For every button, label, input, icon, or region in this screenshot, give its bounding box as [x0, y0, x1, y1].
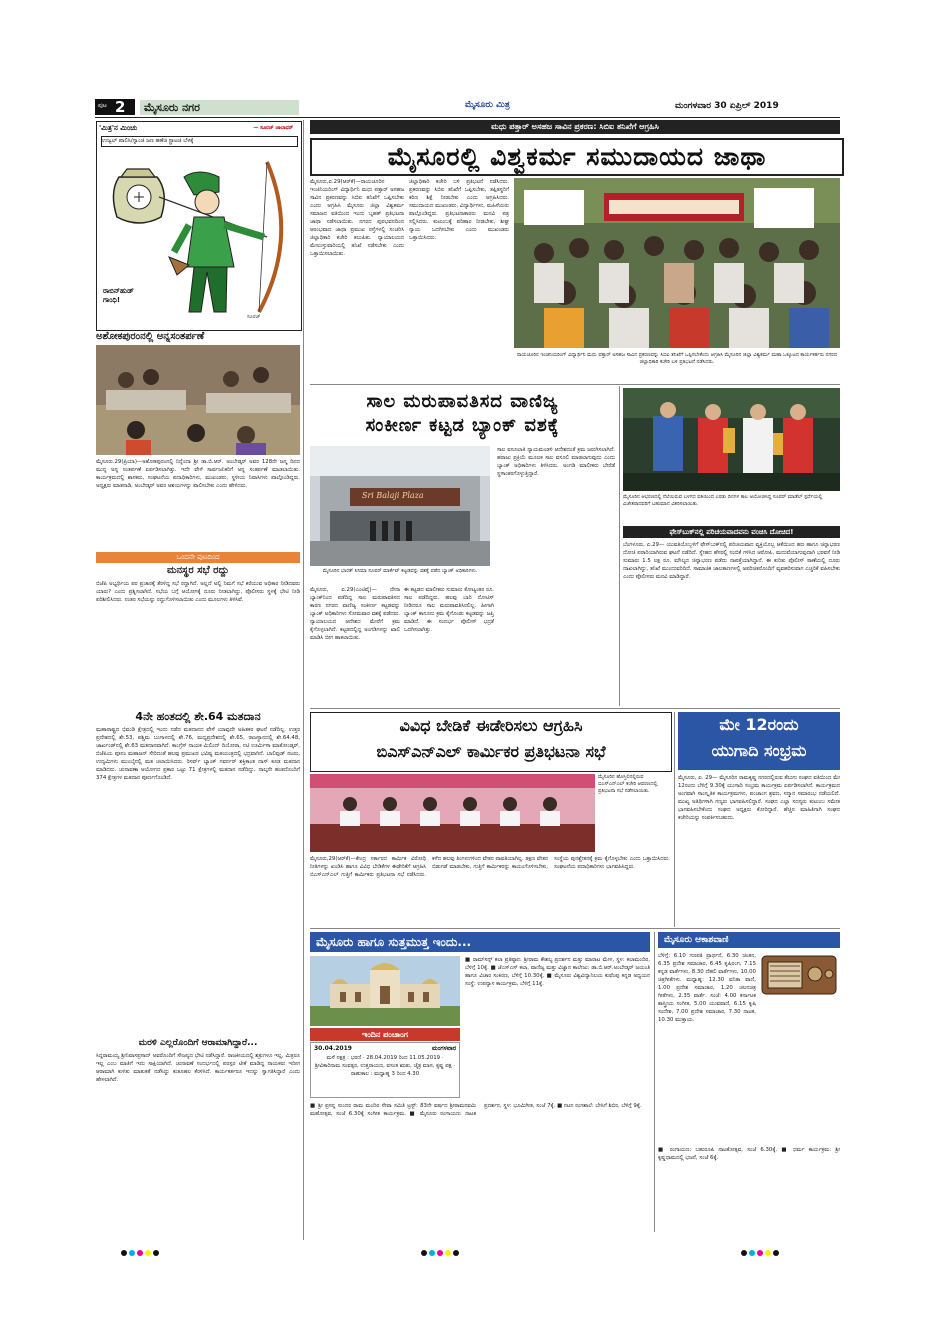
fashion-photo [623, 388, 840, 491]
ugadi-headline-line1: ಮೇ 12ರಂದು [719, 715, 799, 734]
bsnl-headline [310, 712, 672, 772]
bank-photo-signboard: Sri Balaji Plaza [362, 491, 424, 500]
section-title: ಮೈಸೂರು ನಗರ [140, 100, 299, 115]
bank-body1: ಮೈಸೂರು, ಏ.29(ಎಂಟಿವೈ)— ದೇನಾ ಬ್ಯಾಂಕ್‌ನಿಂದ ಪಡೆದಿದ್ದ ಸಾಲ ಮರುಪಾವತಿಸದ ಕಾರಣ ನಗರದ ವಾಣಿಜ್ಯ ಸಂಕೀರ್ಣ ಕಟ್ಟಡವನ್ನು ಬ್ಯಾಂಕ್ ಅಧಿಕಾರಿಗಳು ಸೋಮವಾರ ವಶಕ್ಕೆ ಪಡೆದರು. ನ್ಯಾಯಾಲಯದ ಆದೇಶದ ಮೇರೆಗೆ ಕ್ರಮ ಕೈಗೊಳ್ಳಲಾಗಿದೆ. ಕಟ್ಟಡದಲ್ಲಿದ್ದ ಅಂಗಡಿಗಳನ್ನು ಖಾಲಿ ಮಾಡಿಸಿ ಬೀಗ ಹಾಕಲಾಯಿತು. [310, 587, 400, 641]
registration-marks-center [740, 1241, 780, 1260]
ugadi-body: ಮೈಸೂರು, ಏ. 29— ಮೈಸೂರಿನ ರಾಮಕೃಷ್ಣ ನಗರದಲ್ಲಿರುವ ತೆಲುಗು ಸಂಘದ ವತಿಯಿಂದ ಮೇ 12ರಂದು ಬೆಳಿಗ್ಗೆ 9.30ಕ್ಕೆ ಯುಗಾದಿ ಸಂಭ್ರಮ ಕಾರ್ಯಕ್ರಮ ಏರ್ಪಡಿಸಲಾಗಿದೆ. ಕಾರ್ಯಕ್ರಮದ ಅಂಗವಾಗಿ ಸಾಂಸ್ಕೃತಿಕ ಕಾರ್ಯಕ್ರಮಗಳು, ಪಂಚಾಂಗ ಶ್ರವಣ, ಸನ್ಮಾನ ಸಮಾರಂಭ ನಡೆಯಲಿದೆ. ಮುಖ್ಯ ಅತಿಥಿಗಳಾಗಿ ಗಣ್ಯರು ಭಾಗವಹಿಸಲಿದ್ದಾರೆ. ಸಂಘದ ಎಲ್ಲಾ ಸದಸ್ಯರು ಕುಟುಂಬ ಸಮೇತ ಭಾಗವಹಿಸಬೇಕೆಂದು ಸಂಘದ ಅಧ್ಯಕ್ಷರು ಕೋರಿದ್ದಾರೆ. ಹೆಚ್ಚಿನ ಮಾಹಿತಿಗಾಗಿ ಸಂಘದ ಕಚೇರಿಯನ್ನು ಸಂಪರ್ಕಿಸಬಹುದು. [678, 775, 840, 821]
events-col1: ■ ರಾಮ್‌ಸನ್ಸ್ ಕಲಾ ಪ್ರತಿಷ್ಠಾನ: ಶ್ರೀರಾಮ ಕೌಶಲ್ಯ ಪ್ರದರ್ಶನ ಮತ್ತು ಮಾರಾಟ ಮೇಳ, ಸ್ಥಳ: ಕಲಾಮಂದಿರ, ಬೆಳಿಗ್ಗೆ 10ಕ್ಕೆ. ■ ಜೆಎಸ್‌ಎಸ್ ಕಲಾ, ವಾಣಿಜ್ಯ ಮತ್ತು ವಿಜ್ಞಾನ ಕಾಲೇಜು: ಡಾ.ಬಿ.ಆರ್.ಅಂಬೇಡ್ಕರ್ ಜಯಂತಿ ಹಾಗೂ ವಿಚಾರ ಸಂಕಿರಣ, ಬೆಳಿಗ್ಗೆ 10.30ಕ್ಕೆ. ■ ಮೈಸೂರು ವಿಶ್ವವಿದ್ಯಾನಿಲಯ ಕುವೆಂಪು ಕನ್ನಡ ಅಧ್ಯಯನ ಸಂಸ್ಥೆ: ಉಪನ್ಯಾಸ ಕಾರ್ಯಕ್ರಮ, ಬೆಳಿಗ್ಗೆ 11ಕ್ಕೆ. [465, 957, 650, 987]
left-story2-headline: ಮನಸ್ಥರ ಸಭೆ ರದ್ದು [166, 565, 230, 576]
lead-body-col2: ಜಿಲ್ಲಾಧಿಕಾರಿ ಕಚೇರಿ ಬಳಿ ಪ್ರತಿಭಟನೆ ನಡೆಸಿದರು. ಪ್ರಕರಣವನ್ನು ಸಿಬಿಐ ತನಿಖೆಗೆ ಒಪ್ಪಿಸಬೇಕು, ತಪ್ಪಿತಸ್ಥರಿಗೆ ಕಠಿಣ ಶಿಕ್ಷೆ ನೀಡಬೇಕು ಎಂದು ಆಗ್ರಹಿಸಿದರು. ಸಮುದಾಯದ ಮುಖಂಡರು, ವಿದ್ಯಾರ್ಥಿಗಳು, ಮಹಿಳೆಯರು ಪಾಲ್ಗೊಂಡಿದ್ದರು. ಪ್ರತಿಭಟನಾಕಾರರು ಮನವಿ ಪತ್ರ ಸಲ್ಲಿಸಿದರು. ಕುಟುಂಬಕ್ಕೆ ಪರಿಹಾರ ನೀಡಬೇಕು, ಶೀಘ್ರ ನ್ಯಾಯ ಒದಗಿಸಬೇಕು ಎಂದು ಮುಖಂಡರು ಒತ್ತಾಯಿಸಿದರು. [409, 179, 509, 241]
panchanga-box [310, 1042, 460, 1098]
left-story2-tag: ಒಂದನೇ ಪುಟದಿಂದ [96, 552, 300, 563]
top-kicker: ಮಧು ಪತ್ತಾರ್ ಅಸಹಜ ಸಾವಿನ ಪ್ರಕರಣ: ಸಿಬಿಐ ತನಿಖೆಗೆ ಆಗ್ರಹಿಸಿ [310, 120, 840, 134]
bank-body3: ಸಾಲ ವಸೂಲಾತಿ ನ್ಯಾಯಮಂಡಳಿ ಆದೇಶದಂತೆ ಕ್ರಮ ಜರುಗಿಸಲಾಗಿದೆ. ಹರಾಜು ಪ್ರಕ್ರಿಯೆ ಮೂಲಕ ಸಾಲ ವಸೂಲಿ ಮಾಡಲಾಗುವುದು ಎಂದು ಬ್ಯಾಂಕ್ ಅಧಿಕಾರಿಗಳು ತಿಳಿಸಿದರು. ಅಂಗಡಿ ಮಾಲೀಕರು ಬೇರೆಡೆ ಸ್ಥಳಾಂತರಗೊಳ್ಳುತ್ತಿದ್ದಾರೆ. [497, 447, 615, 477]
paper-name: ಮೈಸೂರು ಮಿತ್ರ [465, 100, 510, 110]
bank-headline [310, 390, 615, 440]
left-story1-headline: ಅಶೋಕಪುರಂನಲ್ಲಿ ಅನ್ನಸಂತರ್ಪಣೆ [96, 331, 205, 342]
events-header: ಮೈಸೂರು ಹಾಗೂ ಸುತ್ತಮುತ್ತ ಇಂದು... [310, 932, 650, 952]
cartoon-panel [96, 121, 302, 331]
page-number-block [95, 99, 135, 115]
cartoon-title [99, 124, 297, 134]
bsnl-headline-line1: ವಿವಿಧ ಬೇಡಿಕೆ ಈಡೇರಿಸಲು ಆಗ್ರಹಿಸಿ [399, 716, 583, 735]
archer-figure [169, 172, 264, 312]
left-story2-body: ಬಿಜೆಪಿ ಅಭ್ಯರ್ಥಿಯ ಪರ ಪ್ರಚಾರಕ್ಕೆ ತೆರಳಿದ್ದ ಸಭೆ ರದ್ದಾಗಿದೆ. ಅಲ್ಲದೆ ಅಲ್ಲಿ ನಿಮಗೆ ಸಭೆ ಕರೆಯುವ ಅಧಿಕಾರ ನೀಡಿದವರು ಯಾರು? ಎಂದು ಪ್ರಶ್ನಿಸಲಾಗಿದೆ. ಸಭೆಯ ಬಗ್ಗೆ ಆಯೋಗಕ್ಕೆ ದೂರು ನೀಡಲಾಗಿದ್ದು, ಪೊಲೀಸರು ಸ್ಥಳಕ್ಕೆ ಭೇಟಿ ನೀಡಿ ಪರಿಶೀಲಿಸಿದರು. ನಂತರ ಸಭೆಯನ್ನು ರದ್ದುಗೊಳಿಸಲಾಯಿತು ಎಂದು ಮೂಲಗಳು ತಿಳಿಸಿವೆ. [96, 581, 300, 603]
page-word: ಪುಟ [98, 102, 107, 109]
panchanga-title: ಇಂದಿನ ಪಂಚಾಂಗ [310, 1028, 460, 1041]
bsnl-body: ಮೈಸೂರು,29(ಆರ್‌ಕೆ)—ಕೇಂದ್ರ ಸರ್ಕಾರದ ಕಾರ್ಮಿಕ ವಿರೋಧಿ ನೀತಿಗಳನ್ನು ಖಂಡಿಸಿ ಹಾಗೂ ವಿವಿಧ ಬೇಡಿಕೆಗಳ ಈಡೇರಿಕೆಗೆ ಆಗ್ರಹಿಸಿ ಬಿಎಸ್‌ಎನ್‌ಎಲ್ ಗುತ್ತಿಗೆ ಕಾರ್ಮಿಕರು ಪ್ರತಿಭಟನಾ ಸಭೆ ನಡೆಸಿದರು. ಕಳೆದ ಹಲವು ತಿಂಗಳುಗಳಿಂದ ವೇತನ ಪಾವತಿಯಾಗಿಲ್ಲ. ತಕ್ಷಣ ವೇತನ ಬಿಡುಗಡೆ ಮಾಡಬೇಕು, ಗುತ್ತಿಗೆ ಕಾರ್ಮಿಕರನ್ನು ಕಾಯಂಗೊಳಿಸಬೇಕು, ಸಂಸ್ಥೆಯ ಪುನಶ್ಚೇತನಕ್ಕೆ ಕ್ರಮ ಕೈಗೊಳ್ಳಬೇಕು ಎಂದು ಒತ್ತಾಯಿಸಿದರು. ಸಂಘಟನೆಯ ಪದಾಧಿಕಾರಿಗಳು ಭಾಗವಹಿಸಿದ್ದರು. [310, 856, 670, 878]
registration-marks-left [420, 1241, 460, 1260]
cartoon-label: ರಾಬಿನ್‌ಹುಡ್ ಗಾಂಧಿ! [103, 287, 134, 304]
ugadi-headline [678, 712, 840, 770]
lead-photo [514, 178, 840, 348]
bsnl-caption: ಮೈಸೂರಿನ ಹೊಸ್ತಿಲಿನಲ್ಲಿರುವ ಬಿಎಸ್‌ಎನ್‌ಎಲ್ ಕಚೇರಿ ಆವರಣದಲ್ಲಿ ಪ್ರತಿಭಟನಾ ಸಭೆ ನಡೆಸಲಾಯಿತು. [598, 774, 658, 794]
bsnl-headline-line2: ಬಿಎಸ್‌ಎನ್‌ಎಲ್ ಕಾರ್ಮಿಕರ ಪ್ರತಿಭಟನಾ ಸಭೆ [376, 742, 606, 761]
registration-marks-right [120, 1241, 160, 1260]
cartoon-strip: ಉಜ್ವಲ್ ಪಾಲಿಸಿ/ಗ್ಯಾಂಜಿ ಜಣ ಹಣೆಜಿ ಸ್ಟ್ರಾಟಜಿ ಬೆಳಕ್ಕೆ [101, 136, 298, 147]
bank-headline-line1: ಸಾಲ ಮರುಪಾವತಿಸದ ವಾಣಿಜ್ಯ [366, 391, 559, 412]
radio-extra: ■ ರಂಗಾಯಣ: ಬಹುರೂಪಿ ನಾಟಕೋತ್ಸವ, ಸಂಜೆ 6.30ಕ್ಕೆ. ■ ಧರ್ಮ ಕಾರ್ಯಕ್ರಮ: ಶ್ರೀ ಕೃಷ್ಣಧಾಮದಲ್ಲಿ ಭಜನೆ, ಸಂಜೆ 6ಕ್ಕೆ. [658, 1147, 840, 1161]
bank-headline-line2: ಸಂಕೀರ್ಣ ಕಟ್ಟಡ ಬ್ಯಾಂಕ್ ವಶಕ್ಕೆ [365, 415, 560, 436]
bank-photo [310, 446, 490, 566]
masthead [95, 97, 840, 117]
radio-header: ಮೈಸೂರು ಆಕಾಶವಾಣಿ [658, 932, 840, 948]
cartoon-title-text: 'ಮಿತ್ರ'ನ ಮಿಂಚು [99, 124, 138, 132]
panchanga-details: ಮಳೆ ನಕ್ಷತ್ರ : ಭರಣಿ · 28.04.2019 ರಿಂದ 11.05.2019 · ಶ್ರೀವಿಕಾರಿನಾಮ ಸಂವತ್ಸರ, ಉತ್ತರಾಯಣ, ವಸಂತ ಋತು, ಚೈತ್ರ ಮಾಸ, ಕೃಷ್ಣ ಪಕ್ಷ · ರಾಹುಕಾಲ : ಮಧ್ಯಾಹ್ನ 3 ರಿಂದ 4.30 [314, 1055, 456, 1077]
radio-icon [760, 952, 838, 996]
left-story3-body: ಮಹಾರಾಷ್ಟ್ರದ ಭಿವಂಡಿ ಕ್ಷೇತ್ರದಲ್ಲಿ ಇಂದು ನಡೆದ ಮತದಾನದ ವೇಳೆ ಯಾವುದೇ ಅಹಿತಕರ ಘಟನೆ ನಡೆದಿಲ್ಲ. ಉತ್ತರ ಪ್ರದೇಶದಲ್ಲಿ ಶೇ.53, ಪಶ್ಚಿಮ ಬಂಗಾಳದಲ್ಲಿ ಶೇ.76, ಮಧ್ಯಪ್ರದೇಶದಲ್ಲಿ ಶೇ.65, ರಾಜಸ್ಥಾನದಲ್ಲಿ ಶೇ.64.48, ಜಾರ್ಖಂಡ್‌ನಲ್ಲಿ ಶೇ.63 ಮತದಾನವಾಗಿದೆ. ಕಾಂಗ್ರೆಸ್ ನಾಯಕ ಮಿಲಿಂದ್ ದಿಯೋರಾ, ನಟಿ ಊರ್ಮಿಳಾ ಮಾತೋಂಡ್ಕರ್, ಬಿಜೆಪಿಯ ಪೂನಂ ಮಹಾಜನ್ ಸೇರಿದಂತೆ ಹಲವು ಪ್ರಮುಖರ ಭವಿಷ್ಯ ಮತಯಂತ್ರದಲ್ಲಿ ಭದ್ರವಾಗಿದೆ. ಬಾಲಿವುಡ್ ನಟರು, ಉದ್ಯಮಿಗಳು ಮುಂಬೈನಲ್ಲಿ ಮತ ಚಲಾಯಿಸಿದರು. ರಿಸರ್ವ್ ಬ್ಯಾಂಕ್ ಗವರ್ನರ್ ಶಕ್ತಿಕಾಂತ ದಾಸ್ ಕೂಡ ಮತದಾನ ಮಾಡಿದರು. ಚುನಾವಣಾ ಆಯೋಗದ ಪ್ರಕಾರ ಒಟ್ಟು 71 ಕ್ಷೇತ್ರಗಳಲ್ಲಿ ಮತದಾನ ನಡೆದಿದ್ದು, ನಾಲ್ಕನೇ ಹಂತದೊಂದಿಗೆ 374 ಕ್ಷೇತ್ರಗಳ ಮತದಾನ ಪೂರ್ಣಗೊಂಡಿದೆ. [96, 727, 300, 781]
cartoon-author: — ಸೂರಜ್ ಜಾಲಾಧರ್ [253, 125, 293, 131]
left-story1-photo [96, 345, 300, 455]
fashion-headline: ಫೇಸ್‌ಬುಕ್‌ನಲ್ಲಿ ಪರಿಚಯವಾದವನು ವಂಚಿಸಿ ದೋಚಿದ! [623, 526, 840, 538]
lead-headline: ಮೈಸೂರಲ್ಲಿ ವಿಶ್ವಕರ್ಮ ಸಮುದಾಯದ ಜಾಥಾ [310, 138, 844, 176]
left-story3-headline: 4ನೇ ಹಂತದಲ್ಲಿ ಶೇ.64 ಮತದಾನ [135, 710, 261, 723]
issue-date: ಮಂಗಳವಾರ 30 ಏಪ್ರಿಲ್ 2019 [675, 101, 779, 111]
left-story4-headline: ಮರಳಿ ಎಲ್ಲರೊಂದಿಗೆ ಆರಾಮಾಗಿದ್ದಾರೆ... [138, 1038, 258, 1048]
lead-body-col1: ಮೈಸೂರು,ಏ.29(ಆರ್‌ಕೆ)—ರಾಯಚೂರಿನ ಇಂಜಿನಿಯರಿಂಗ್ ವಿದ್ಯಾರ್ಥಿನಿ ಮಧು ಪತ್ತಾರ್ ಅಸಹಜ ಸಾವಿನ ಪ್ರಕರಣವನ್ನು ಸಿಬಿಐ ತನಿಖೆಗೆ ಒಪ್ಪಿಸಬೇಕು ಎಂದು ಆಗ್ರಹಿಸಿ ಮೈಸೂರು ಜಿಲ್ಲಾ ವಿಶ್ವಕರ್ಮ ಸಮಾಜದ ವತಿಯಿಂದ ಇಂದು ಬೃಹತ್ ಪ್ರತಿಭಟನಾ ಜಾಥಾ ನಡೆಸಲಾಯಿತು. ನಗರದ ಪುರಭವನದಿಂದ ಆರಂಭವಾದ ಜಾಥಾ ಪ್ರಮುಖ ರಸ್ತೆಗಳಲ್ಲಿ ಸಂಚರಿಸಿ ಜಿಲ್ಲಾಧಿಕಾರಿ ಕಚೇರಿ ತಲುಪಿತು. ನ್ಯಾಯಾಲಯದ ಮೇಲುಸ್ತುವಾರಿಯಲ್ಲಿ ತನಿಖೆ ನಡೆಸಬೇಕು ಎಂದು ಒತ್ತಾಯಿಸಲಾಯಿತು. [310, 179, 404, 257]
events-col2: ■ ಶ್ರೀ ಪ್ರಸನ್ನ ಸುಂದರ ರಾಮ ಮಂದಿರ ಸೇವಾ ಸಮಿತಿ ಟ್ರಸ್ಟ್: 83ನೇ ವರ್ಷದ ಶ್ರೀರಾಮನವಮಿ ಮಹೋತ್ಸವ, ಸಂಜೆ 6.30ಕ್ಕೆ ಸಂಗೀತ ಕಾರ್ಯಕ್ರಮ. ■ ಮೈಸೂರು ರಂಗಾಯಣ: ನಾಟಕ ಪ್ರದರ್ಶನ, ಸ್ಥಳ: ಭೂಮಿಗೀತ, ಸಂಜೆ 7ಕ್ಕೆ. ■ ನಟನ ರಂಗಶಾಲೆ: ಬೇಸಿಗೆ ಶಿಬಿರ, ಬೆಳಿಗ್ಗೆ 9ಕ್ಕೆ. [310, 1103, 642, 1117]
bank-caption: ಮೈಸೂರಿನ ಭಾರತ್ ಸಿನಿಮಾ ಸೂಪರ್ ಮಾರ್ಕೆಟ್ ಕಟ್ಟಡವನ್ನು ವಶಕ್ಕೆ ಪಡೆದ ಬ್ಯಾಂಕ್ ಅಧಿಕಾರಿಗಳು. [322, 568, 478, 574]
lead-caption: ರಾಯಚೂರಿನ ಇಂಜಿನಿಯರಿಂಗ್ ವಿದ್ಯಾರ್ಥಿನಿ ಮಧು ಪತ್ತಾರ್ ಅಸಹಜ ಸಾವಿನ ಪ್ರಕರಣವನ್ನು ಸಿಬಿಐ ತನಿಖೆಗೆ ಒಪ್ಪಿಸಬೇಕೆಂದು ಆಗ್ರಹಿಸಿ ಮೈಸೂರಿನ ಜಿಲ್ಲಾ ವಿಶ್ವಕರ್ಮ ಮಹಾ ಒಕ್ಕೂಟದ ಕಾರ್ಯಕರ್ತರು ನಗರದ ಜಿಲ್ಲಾಧಿಕಾರಿ ಕಚೇರಿ ಬಳಿ ಪ್ರತಿಭಟನೆ ನಡೆಸಿದರು. [516, 352, 838, 365]
panchanga-date: 30.04.2019 [314, 1045, 352, 1052]
fashion-body: ಬೆಂಗಳೂರು, ಏ.29— ಯುವತಿಯೊಬ್ಬಳಿಗೆ ಫೇಸ್‌ಬುಕ್‌ನಲ್ಲಿ ಪರಿಚಯವಾದ ವ್ಯಕ್ತಿಯೊಬ್ಬ ಆಕೆಯಿಂದ ಹಣ ಹಾಗೂ ಚಿನ್ನಾಭರಣ ದೋಚಿ ಪರಾರಿಯಾಗಿರುವ ಘಟನೆ ನಡೆದಿದೆ. ಸ್ನೇಹದ ಹೆಸರಲ್ಲಿ ನಂಬಿಕೆ ಗಳಿಸಿದ ಆರೋಪಿ, ಮದುವೆಯಾಗುವುದಾಗಿ ಭರವಸೆ ನೀಡಿ ಸುಮಾರು 1.5 ಲಕ್ಷ ರೂ. ಮೌಲ್ಯದ ಚಿನ್ನಾಭರಣ ಪಡೆದು ನಾಪತ್ತೆಯಾಗಿದ್ದಾನೆ. ಈ ಕುರಿತು ಪೊಲೀಸ್ ಠಾಣೆಯಲ್ಲಿ ದೂರು ದಾಖಲಾಗಿದ್ದು, ತನಿಖೆ ಮುಂದುವರಿದಿದೆ. ಸಾಮಾಜಿಕ ಜಾಲತಾಣಗಳಲ್ಲಿ ಅಪರಿಚಿತರೊಂದಿಗೆ ವ್ಯವಹರಿಸುವಾಗ ಎಚ್ಚರಿಕೆ ವಹಿಸಬೇಕು ಎಂದು ಪೊಲೀಸರು ಮನವಿ ಮಾಡಿದ್ದಾರೆ. [623, 542, 840, 580]
bank-body2: ಈ ಕಟ್ಟಡದ ಮಾಲೀಕರು ಸುಮಾರು ಕೋಟ್ಯಂತರ ರೂ. ಸಾಲ ಪಡೆದಿದ್ದರು. ಹಲವು ಬಾರಿ ನೋಟಿಸ್ ನೀಡಿದರೂ ಸಾಲ ಮರುಪಾವತಿಸಿರಲಿಲ್ಲ. ಹೀಗಾಗಿ ಬ್ಯಾಂಕ್ ಕಾನೂನು ಕ್ರಮ ಕೈಗೊಂಡು ಕಟ್ಟಡವನ್ನು ಜಪ್ತಿ ಮಾಡಿದೆ. ಈ ಸಂದರ್ಭ ಪೊಲೀಸ್ ಭದ್ರತೆ ಒದಗಿಸಲಾಗಿತ್ತು. [404, 587, 494, 633]
panchanga-day: ಮಂಗಳವಾರ [431, 1045, 456, 1052]
money-bag-icon [113, 169, 164, 223]
fashion-caption: ಮೈಸೂರಿನ ಆಭರಣದಲ್ಲಿ ನೆಲೆಯಿರುವ ಬಳಗದ ವತಿಯಿಂದ ಎರಡು ದಿನಗಳ ಕಾಲ ಆಯೋಜಿಸಿದ್ದ ಸೂಪರ್ ಮಾಡೆಲ್ ಸ್ಪರ್ಧೆಯಲ್ಲಿ ವಿಜೇತರಾದವರಿಗೆ ಬಹುಮಾನ ವಿತರಿಸಲಾಯಿತು. [623, 494, 823, 507]
cartoon-signature: ಸೂರಜ್ [247, 314, 261, 320]
page-number: 2 [115, 98, 126, 116]
radio-body: ಬೆಳಿಗ್ಗೆ: 6.10 ಗಣಪತಿ ಪ್ರಾರ್ಥನೆ, 6.30 ಚಿಂತನ, 6.35 ಪ್ರದೇಶ ಸಮಾಚಾರ, 6.45 ಕೃಷಿರಂಗ, 7.15 ಕನ್ನಡ ವಾರ್ತೆಗಳು, 8.30 ದೆಹಲಿ ವಾರ್ತೆಗಳು, 10.00 ಚಿತ್ರಗೀತೆಗಳು. ಮಧ್ಯಾಹ್ನ: 12.30 ವನಿತಾ ವಾಣಿ, 1.00 ಪ್ರದೇಶ ಸಮಾಚಾರ, 1.20 ಚಲನಚಿತ್ರ ಗೀತೆಗಳು, 2.35 ವಾರ್ತೆ. ಸಂಜೆ: 4.00 ಕರ್ನಾಟಕ ಶಾಸ್ತ್ರೀಯ ಸಂಗೀತ, 5.00 ಯುವವಾಣಿ, 6.15 ಕೃಷಿ ಸಂದೇಶ, 7.00 ಪ್ರದೇಶ ಸಮಾಚಾರ, 7.30 ನಾಟಕ, 10.30 ಮುಕ್ತಾಯ. [658, 953, 756, 1023]
left-story1-body: ಮೈಸೂರು.29(ಪ್ರಿಯಾ)—ಅಶೋಕಪುರಂನಲ್ಲಿ ನಿನ್ನೆಂದಾ ಶ್ರೀ ಡಾ.ಬಿ.ಆರ್. ಅಂಬೇಡ್ಕರ್ ಅವರ 128ನೇ ಜನ್ಮ ದಿನದ ಮುನ್ನ ಅನ್ನ ಸಂತರ್ಪಣೆ ಏರ್ಪಡಿಸಲಾಗಿತ್ತು. ಇದೇ ವೇಳೆ ಸಾರ್ವಜನಿಕರಿಗೆ ಅನ್ನ ಸಂತರ್ಪಣೆ ಮಾಡಲಾಯಿತು. ಕಾರ್ಯಕ್ರಮದಲ್ಲಿ ಶಾಸಕರು, ಸಂಘಟನೆಯ ಪದಾಧಿಕಾರಿಗಳು, ಮುಖಂಡರು, ಸ್ಥಳೀಯ ನಿವಾಸಿಗಳು ಪಾಲ್ಗೊಂಡಿದ್ದರು. ಅಧ್ಯಕ್ಷರು ಮಾತನಾಡಿ, ಅಂಬೇಡ್ಕರ್ ಅವರ ಆಶಯಗಳನ್ನು ಪಾಲಿಸಬೇಕು ಎಂದು ಹೇಳಿದರು. [96, 459, 300, 489]
palace-photo [310, 956, 460, 1026]
bsnl-photo [310, 774, 595, 852]
left-story4-body: ಸಿದ್ದರಾಮಯ್ಯ ಶ್ರೀನಿವಾಸಪ್ರಸಾದ್ ಅವರೊಂದಿಗೆ ಸೌಜನ್ಯದ ಭೇಟಿ ನಡೆಸಿದ್ದಾರೆ. ರಾಜಕೀಯದಲ್ಲಿ ಶತ್ರುಗಳೂ ಇಲ್ಲ, ಮಿತ್ರರೂ ಇಲ್ಲ ಎಂಬ ಮಾತಿಗೆ ಇದು ಸಾಕ್ಷಿಯಾಗಿದೆ. ಚುನಾವಣೆ ಸಂದರ್ಭದಲ್ಲಿ ಪರಸ್ಪರ ಟೀಕೆ ಮಾಡಿದ್ದ ನಾಯಕರು ಇದೀಗ ಆರಾಮಾಗಿ ಕುಳಿತು ಮಾತುಕತೆ ನಡೆಸಿದ್ದು ಕುತೂಹಲ ಕೆರಳಿಸಿದೆ. ಕಾರ್ಯಕರ್ತರೂ ಇದನ್ನು ಸ್ವಾಗತಿಸಿದ್ದಾರೆ ಎಂದು ಹೇಳಲಾಗಿದೆ. [96, 1053, 300, 1083]
ugadi-headline-line2: ಯುಗಾದಿ ಸಂಭ್ರಮ [711, 741, 807, 760]
